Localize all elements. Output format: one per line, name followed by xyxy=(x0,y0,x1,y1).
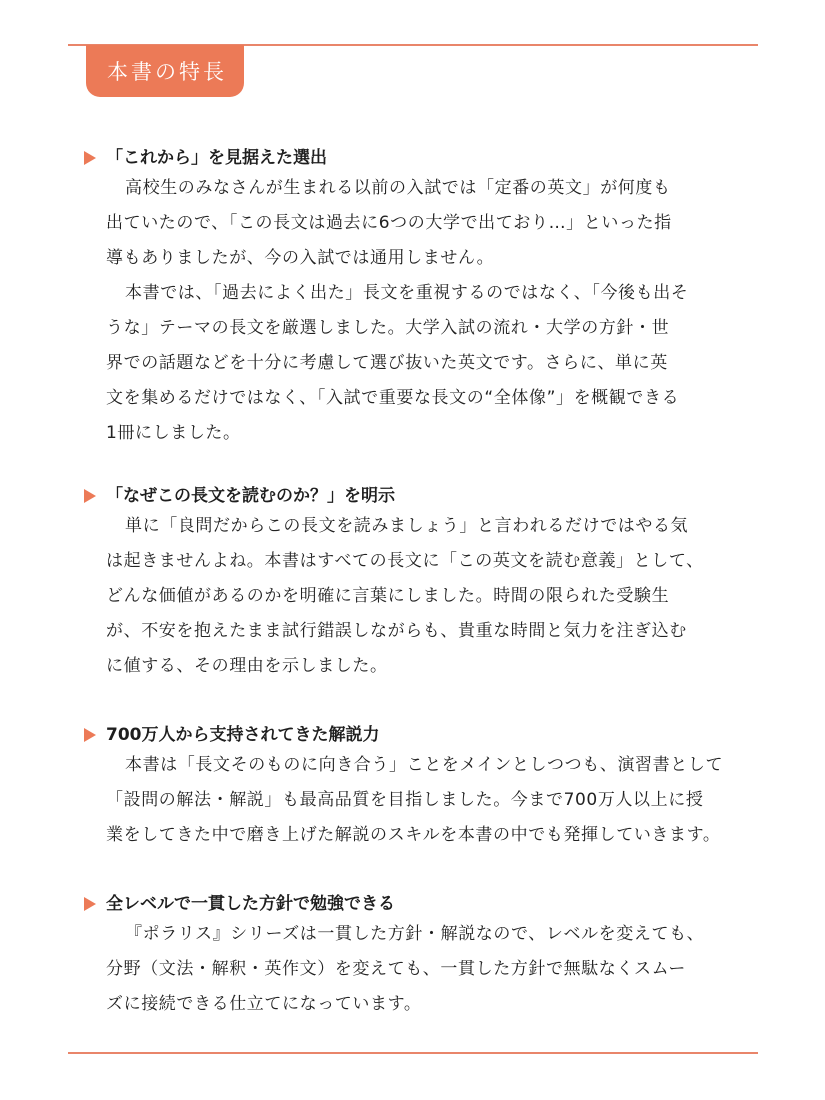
body-line: は起きませんよね。本書はすべての長文に「この英文を読む意義」として、 xyxy=(106,551,704,571)
body-line: 1冊にしました。 xyxy=(106,423,241,443)
feature-section-2 xyxy=(84,483,756,684)
feature-section-4 xyxy=(84,891,756,1022)
feature-heading: 全レベルで一貫した方針で勉強できる xyxy=(84,891,756,917)
feature-body xyxy=(84,748,756,853)
feature-heading: 「これから」を見据えた選出 xyxy=(84,145,756,171)
body-line: 界での話題などを十分に考慮して選び抜いた英文です。さらに、単に英 xyxy=(106,353,668,373)
body-line: 業をしてきた中で磨き上げた解説のスキルを本書の中でも発揮していきます。 xyxy=(106,825,721,845)
body-line: 出ていたので、「この長文は過去に6つの大学で出ており…」といった指 xyxy=(106,213,672,233)
body-line: 分野（文法・解釈・英作文）を変えても、一貫した方針で無駄なくスムー xyxy=(106,959,686,979)
body-line: 本書は「長文そのものに向き合う」ことをメインとしつつも、演習書として xyxy=(125,755,724,775)
feature-heading: 700万人から支持されてきた解説力 xyxy=(84,722,756,748)
body-line: 本書では、「過去によく出た」長文を重視するのではなく、「今後も出そ xyxy=(125,283,689,303)
triangle-bullet-icon xyxy=(84,728,96,742)
bottom-rule xyxy=(68,1052,758,1054)
body-line: に値する、その理由を示しました。 xyxy=(106,656,388,676)
body-line: うな」テーマの長文を厳選しました。大学入試の流れ・大学の方針・世 xyxy=(106,318,670,338)
feature-heading: 「なぜこの長文を読むのか？」を明示 xyxy=(84,483,756,509)
body-line: 『ポラリス』シリーズは一貫した方針・解説なので、レベルを変えても、 xyxy=(125,924,705,944)
feature-body xyxy=(84,171,756,451)
body-line: 単に「良問だからこの長文を読みましょう」と言われるだけではやる気 xyxy=(125,516,689,536)
triangle-bullet-icon xyxy=(84,151,96,165)
body-line: ズに接続できる仕立てになっています。 xyxy=(106,994,422,1014)
body-line: 「設問の解法・解説」も最高品質を目指しました。今まで700万人以上に授 xyxy=(106,790,704,810)
body-line: が、不安を抱えたまま試行錯誤しながらも、貴重な時間と気力を注ぎ込む xyxy=(106,621,687,641)
triangle-bullet-icon xyxy=(84,897,96,911)
body-line: 文を集めるだけではなく、「入試で重要な長文の“全体像”」を概観できる xyxy=(106,388,680,408)
body-line: 導もありましたが、今の入試では通用しません。 xyxy=(106,248,495,268)
feature-section-1 xyxy=(84,145,756,451)
feature-body xyxy=(84,917,756,1022)
section-title-tab xyxy=(86,45,244,97)
triangle-bullet-icon xyxy=(84,489,96,503)
feature-body xyxy=(84,509,756,684)
feature-section-3 xyxy=(84,722,756,853)
body-line: どんな価値があるのかを明確に言葉にしました。時間の限られた受験生 xyxy=(106,586,670,606)
body-line: 高校生のみなさんが生まれる以前の入試では「定番の英文」が何度も xyxy=(125,178,671,198)
page-title: 本書の特長 xyxy=(107,60,227,84)
